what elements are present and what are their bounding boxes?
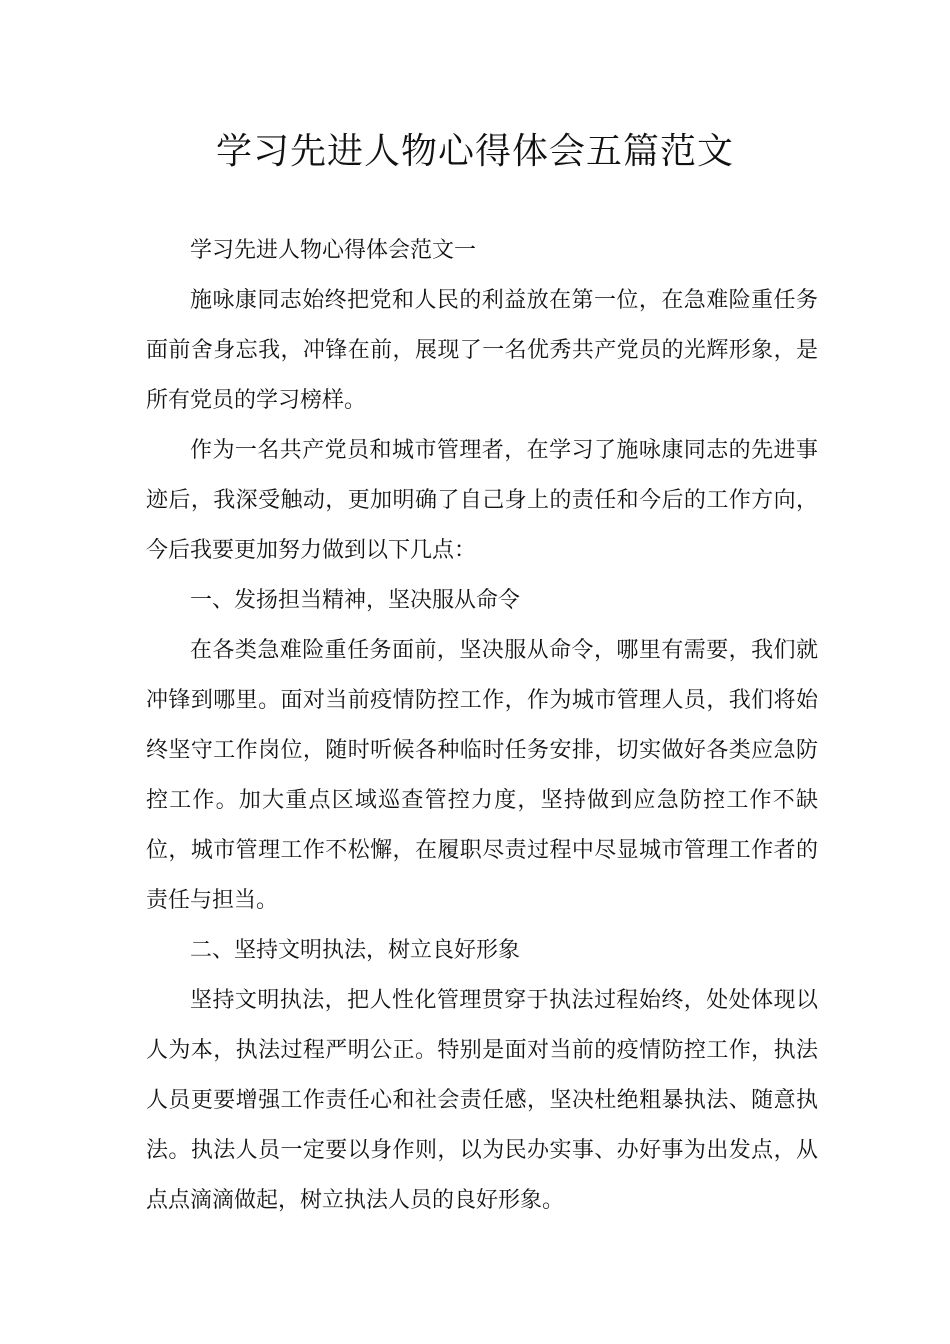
document-body (146, 226, 818, 1226)
body-paragraph: 作为一名共产党员和城市管理者，在学习了施咏康同志的先进事迹后，我深受触动，更加明确了自己身上的责任和今后的工作方向，今后我要更加努力做到以下几点： (146, 438, 818, 563)
body-paragraph: 坚持文明执法，把人性化管理贯穿于执法过程始终，处处体现以人为本，执法过程严明公正。特别是面对当前的疫情防控工作，执法人员更要增强工作责任心和社会责任感，坚决杜绝粗暴执法、随意执法。执法人员一定要以身作则，以为民办实事、办好事为出发点，从点点滴滴做起，树立执法人员的良好形象。 (146, 988, 818, 1213)
section-heading-essay-one: 学习先进人物心得体会范文一 (190, 238, 477, 263)
document-title: 学习先进人物心得体会五篇范文 (215, 131, 734, 172)
body-paragraph: 在各类急难险重任务面前，坚决服从命令，哪里有需要，我们就冲锋到哪里。面对当前疫情防控工作，作为城市管理人员，我们将始终坚守工作岗位，随时听候各种临时任务安排，切实做好各类应急防控工作。加大重点区域巡查管控力度，坚持做到应急防控工作不缺位，城市管理工作不松懈，在履职尽责过程中尽显城市管理工作者的责任与担当。 (146, 638, 818, 913)
body-paragraph: 施咏康同志始终把党和人民的利益放在第一位，在急难险重任务面前舍身忘我，冲锋在前，展现了一名优秀共产党员的光辉形象，是所有党员的学习榜样。 (146, 288, 818, 413)
subheading-point-one: 一、发扬担当精神，坚决服从命令 (190, 588, 521, 613)
subheading-point-two: 二、坚持文明执法，树立良好形象 (190, 938, 521, 963)
